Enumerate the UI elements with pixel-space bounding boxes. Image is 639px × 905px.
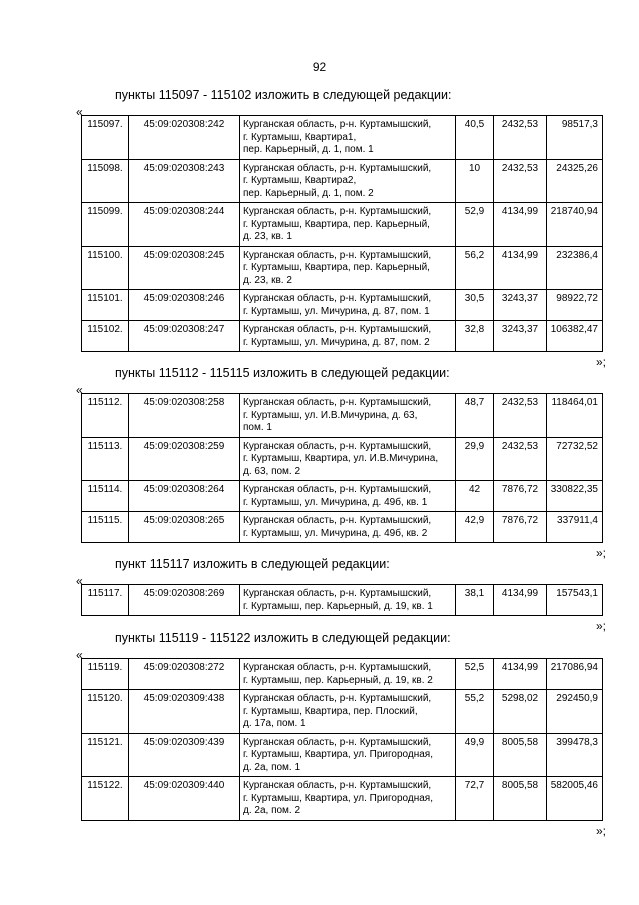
item-number: 115115. [82, 512, 129, 543]
unit-price: 3243,37 [494, 290, 547, 321]
cadastral-cost: 337911,4 [547, 512, 603, 543]
area-value: 10 [456, 159, 494, 203]
cadastral-number: 45:09:020309:439 [129, 733, 240, 777]
item-number: 115097. [82, 116, 129, 160]
address-line: г. Куртамыш, ул. Мичурина, д. 87, пом. 1 [243, 305, 430, 317]
area-value: 55,2 [456, 690, 494, 734]
cadastral-cost: 72732,52 [547, 437, 603, 481]
address-line: пер. Карьерный, д. 1, пом. 1 [243, 144, 374, 155]
address-line: г. Куртамыш, Квартира, ул. Пригородная, [243, 749, 433, 760]
table-row [82, 321, 603, 352]
cadastral-number: 45:09:020308:264 [129, 481, 240, 512]
cadastral-number: 45:09:020309:440 [129, 777, 240, 821]
table-row [82, 246, 603, 290]
address-line: г. Куртамыш, ул. Мичурина, д. 49б, кв. 2 [243, 527, 428, 539]
cadastral-cost: 24325,26 [547, 159, 603, 203]
address-line: д. 2а, пом. 2 [243, 805, 301, 816]
address-line: д. 63, пом. 2 [243, 465, 301, 477]
page-number: 92 [312, 60, 327, 74]
area-value: 56,2 [456, 246, 494, 290]
address-line: Курганская область, р-н. Куртамышский, [243, 693, 432, 704]
address-line: Курганская область, р-н. Куртамышский, [243, 397, 432, 408]
amendment-table [81, 393, 603, 543]
address-cell [240, 394, 456, 438]
address-line: г. Куртамыш, Квартира, ул. Пригородная, [243, 792, 433, 804]
unit-price: 2432,53 [494, 394, 547, 438]
address-line: пер. Карьерный, д. 1, пом. 2 [243, 187, 374, 199]
close-quote: »; [596, 546, 607, 560]
close-quote: »; [596, 824, 607, 838]
open-quote: « [76, 105, 83, 119]
unit-price: 2432,53 [494, 159, 547, 203]
unit-price: 7876,72 [494, 481, 547, 512]
cadastral-number: 45:09:020308:269 [129, 585, 240, 616]
address-cell [240, 585, 456, 616]
cadastral-cost: 330822,35 [547, 481, 603, 512]
address-line: г. Куртамыш, ул. И.В.Мичурина, д. 63, [243, 409, 418, 421]
cadastral-cost: 232386,4 [547, 246, 603, 290]
table-row [82, 659, 603, 690]
table-row [82, 481, 603, 512]
open-quote: « [76, 574, 83, 588]
cadastral-number: 45:09:020308:243 [129, 159, 240, 203]
cadastral-cost: 292450,9 [547, 690, 603, 734]
unit-price: 7876,72 [494, 512, 547, 543]
address-cell [240, 321, 456, 352]
address-line: пом. 1 [243, 422, 272, 433]
address-line: г. Куртамыш, пер. Карьерный, д. 19, кв. 1 [243, 600, 433, 612]
unit-price: 3243,37 [494, 321, 547, 352]
address-line: д. 23, кв. 2 [243, 274, 292, 286]
cadastral-number: 45:09:020309:438 [129, 690, 240, 734]
address-line: д. 17а, пом. 1 [243, 718, 306, 729]
address-line: Курганская область, р-н. Куртамышский, [243, 515, 432, 526]
address-line: Курганская область, р-н. Куртамышский, [243, 662, 432, 673]
address-line: г. Куртамыш, Квартира2, [243, 175, 357, 186]
address-line: Курганская область, р-н. Куртамышский, [243, 119, 432, 130]
address-cell [240, 659, 456, 690]
amendment-table [81, 584, 603, 616]
area-value: 49,9 [456, 733, 494, 777]
cadastral-cost: 98922,72 [547, 290, 603, 321]
table-row [82, 116, 603, 160]
cadastral-number: 45:09:020308:246 [129, 290, 240, 321]
cadastral-number: 45:09:020308:265 [129, 512, 240, 543]
address-line: Курганская область, р-н. Куртамышский, [243, 484, 432, 495]
unit-price: 2432,53 [494, 116, 547, 160]
table-row [82, 159, 603, 203]
address-line: Курганская область, р-н. Куртамышский, [243, 588, 432, 599]
table-row [82, 290, 603, 321]
unit-price: 4134,99 [494, 659, 547, 690]
item-number: 115121. [82, 733, 129, 777]
area-value: 52,9 [456, 203, 494, 247]
address-cell [240, 512, 456, 543]
address-line: Курганская область, р-н. Куртамышский, [243, 162, 432, 174]
unit-price: 4134,99 [494, 246, 547, 290]
table-row [82, 437, 603, 481]
address-line: г. Куртамыш, Квартира, ул. И.В.Мичурина, [243, 453, 439, 464]
address-line: г. Куртамыш, пер. Карьерный, д. 19, кв. 2 [243, 674, 433, 686]
address-line: д. 2а, пом. 1 [243, 761, 301, 773]
unit-price: 4134,99 [494, 203, 547, 247]
cadastral-number: 45:09:020308:258 [129, 394, 240, 438]
amendment-intro: пункты 115097 - 115102 изложить в следующей редакции: [115, 88, 452, 102]
address-cell [240, 203, 456, 247]
table-row [82, 203, 603, 247]
close-quote: »; [596, 619, 607, 633]
table-row [82, 394, 603, 438]
cadastral-cost: 217086,94 [547, 659, 603, 690]
area-value: 38,1 [456, 585, 494, 616]
area-value: 52,5 [456, 659, 494, 690]
item-number: 115112. [82, 394, 129, 438]
table-row [82, 777, 603, 821]
address-line: г. Куртамыш, Квартира, пер. Плоский, [243, 705, 418, 717]
area-value: 72,7 [456, 777, 494, 821]
address-line: Курганская область, р-н. Куртамышский, [243, 440, 432, 452]
cadastral-cost: 582005,46 [547, 777, 603, 821]
item-number: 115114. [82, 481, 129, 512]
address-cell [240, 777, 456, 821]
cadastral-cost: 157543,1 [547, 585, 603, 616]
address-line: г. Куртамыш, Квартира, пер. Карьерный, [243, 218, 430, 230]
open-quote: « [76, 383, 83, 397]
cadastral-number: 45:09:020308:242 [129, 116, 240, 160]
cadastral-cost: 218740,94 [547, 203, 603, 247]
item-number: 115101. [82, 290, 129, 321]
address-cell [240, 481, 456, 512]
item-number: 115117. [82, 585, 129, 616]
address-cell [240, 733, 456, 777]
area-value: 32,8 [456, 321, 494, 352]
area-value: 48,7 [456, 394, 494, 438]
area-value: 29,9 [456, 437, 494, 481]
cadastral-number: 45:09:020308:247 [129, 321, 240, 352]
address-line: Курганская область, р-н. Куртамышский, [243, 206, 432, 217]
amendment-table [81, 115, 603, 352]
unit-price: 8005,58 [494, 733, 547, 777]
cadastral-number: 45:09:020308:272 [129, 659, 240, 690]
area-value: 42 [456, 481, 494, 512]
cadastral-cost: 106382,47 [547, 321, 603, 352]
cadastral-number: 45:09:020308:244 [129, 203, 240, 247]
item-number: 115122. [82, 777, 129, 821]
address-line: г. Куртамыш, Квартира1, [243, 131, 357, 143]
address-cell [240, 116, 456, 160]
unit-price: 8005,58 [494, 777, 547, 821]
area-value: 42,9 [456, 512, 494, 543]
item-number: 115102. [82, 321, 129, 352]
table-row [82, 690, 603, 734]
item-number: 115099. [82, 203, 129, 247]
address-line: г. Куртамыш, ул. Мичурина, д. 87, пом. 2 [243, 336, 430, 348]
table-row [82, 512, 603, 543]
address-line: Курганская область, р-н. Куртамышский, [243, 780, 432, 791]
address-cell [240, 290, 456, 321]
close-quote: »; [596, 355, 607, 369]
address-cell [240, 159, 456, 203]
amendment-intro: пункты 115119 - 115122 изложить в следующей редакции: [115, 631, 451, 645]
address-line: г. Куртамыш, ул. Мичурина, д. 49б, кв. 1 [243, 496, 428, 508]
amendment-intro: пункты 115112 - 115115 изложить в следующей редакции: [115, 366, 450, 380]
item-number: 115113. [82, 437, 129, 481]
table-row [82, 733, 603, 777]
amendment-intro: пункт 115117 изложить в следующей редакции: [115, 557, 390, 571]
unit-price: 4134,99 [494, 585, 547, 616]
item-number: 115120. [82, 690, 129, 734]
cadastral-number: 45:09:020308:259 [129, 437, 240, 481]
cadastral-number: 45:09:020308:245 [129, 246, 240, 290]
table-row [82, 585, 603, 616]
address-line: д. 23, кв. 1 [243, 231, 292, 242]
area-value: 40,5 [456, 116, 494, 160]
address-line: Курганская область, р-н. Куртамышский, [243, 324, 432, 335]
address-line: Курганская область, р-н. Куртамышский, [243, 293, 432, 304]
address-line: Курганская область, р-н. Куртамышский, [243, 736, 432, 748]
item-number: 115098. [82, 159, 129, 203]
cadastral-cost: 98517,3 [547, 116, 603, 160]
address-line: г. Куртамыш, Квартира, пер. Карьерный, [243, 262, 430, 273]
area-value: 30,5 [456, 290, 494, 321]
item-number: 115100. [82, 246, 129, 290]
amendment-table [81, 658, 603, 821]
address-cell [240, 690, 456, 734]
unit-price: 2432,53 [494, 437, 547, 481]
address-cell [240, 437, 456, 481]
unit-price: 5298,02 [494, 690, 547, 734]
cadastral-cost: 118464,01 [547, 394, 603, 438]
address-cell [240, 246, 456, 290]
address-line: Курганская область, р-н. Куртамышский, [243, 249, 432, 261]
cadastral-cost: 399478,3 [547, 733, 603, 777]
item-number: 115119. [82, 659, 129, 690]
open-quote: « [76, 648, 83, 662]
